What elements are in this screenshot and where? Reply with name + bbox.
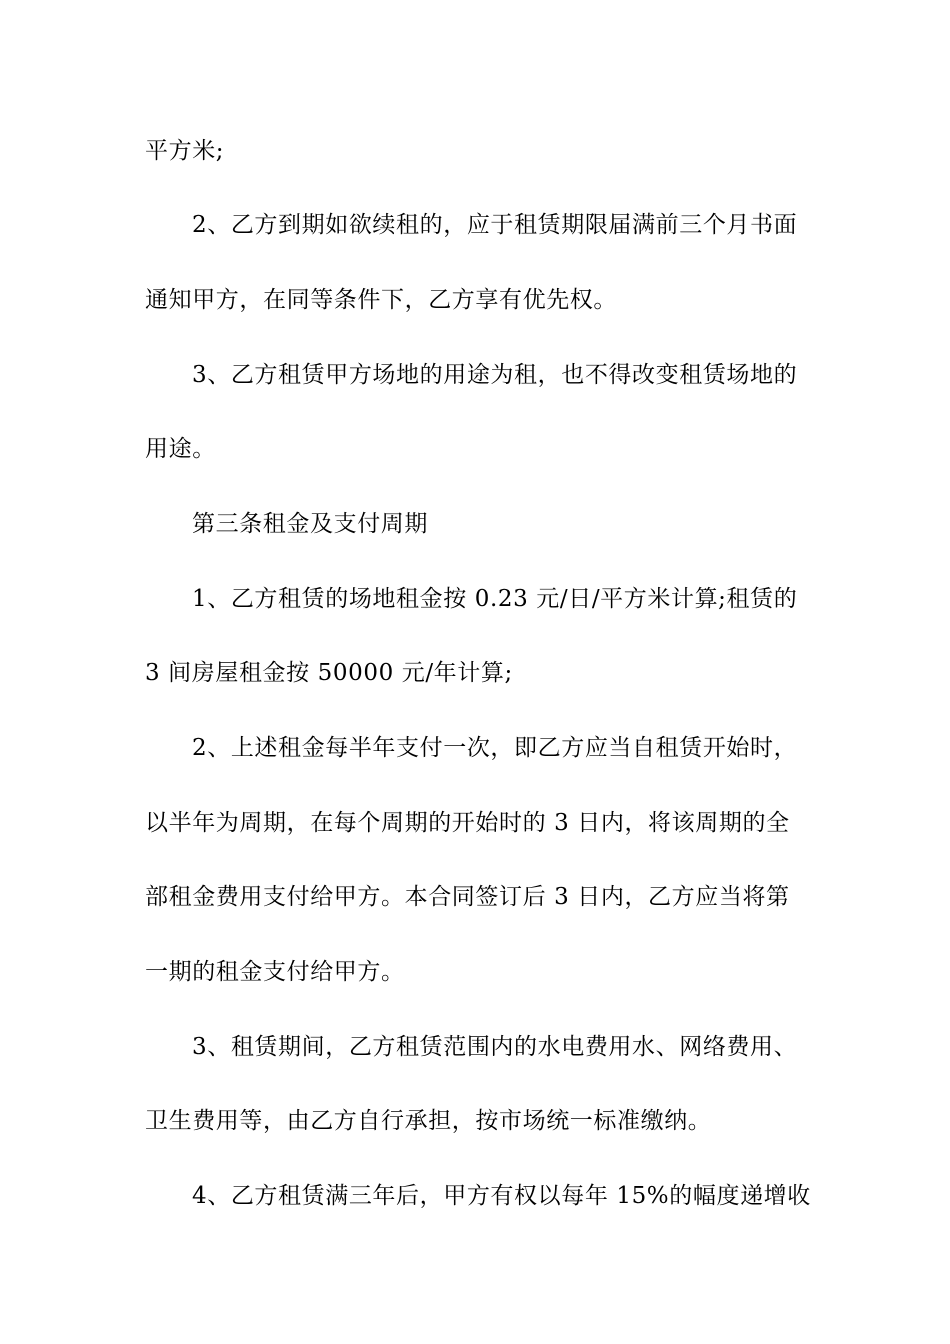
text-line: 部租金费用支付给甲方。本合同签订后 3 日内，乙方应当将第 [145,884,790,910]
text-line: 3 间房屋租金按 50000 元/年计算; [145,660,513,686]
text-line: 用途。 [145,436,216,462]
text-line: 3、乙方租赁甲方场地的用途为租，也不得改变租赁场地的 [192,362,798,388]
text-line: 平方米; [145,138,225,164]
text-line: 2、上述租金每半年支付一次，即乙方应当自租赁开始时， [192,735,798,761]
text-line: 4、乙方租赁满三年后，甲方有权以每年 15%的幅度递增收 [192,1183,811,1209]
text-line: 以半年为周期，在每个周期的开始时的 3 日内，将该周期的全 [145,810,790,836]
text-line: 2、乙方到期如欲续租的，应于租赁期限届满前三个月书面 [192,212,798,238]
text-line: 卫生费用等，由乙方自行承担，按市场统一标准缴纳。 [145,1108,712,1134]
text-line: 通知甲方，在同等条件下，乙方享有优先权。 [145,287,617,313]
text-line: 3、租赁期间，乙方租赁范围内的水电费用水、网络费用、 [192,1034,798,1060]
text-line: 一期的租金支付给甲方。 [145,959,405,985]
text-line: 1、乙方租赁的场地租金按 0.23 元/日/平方米计算;租赁的 [192,586,798,612]
section-heading: 第三条租金及支付周期 [192,511,428,537]
